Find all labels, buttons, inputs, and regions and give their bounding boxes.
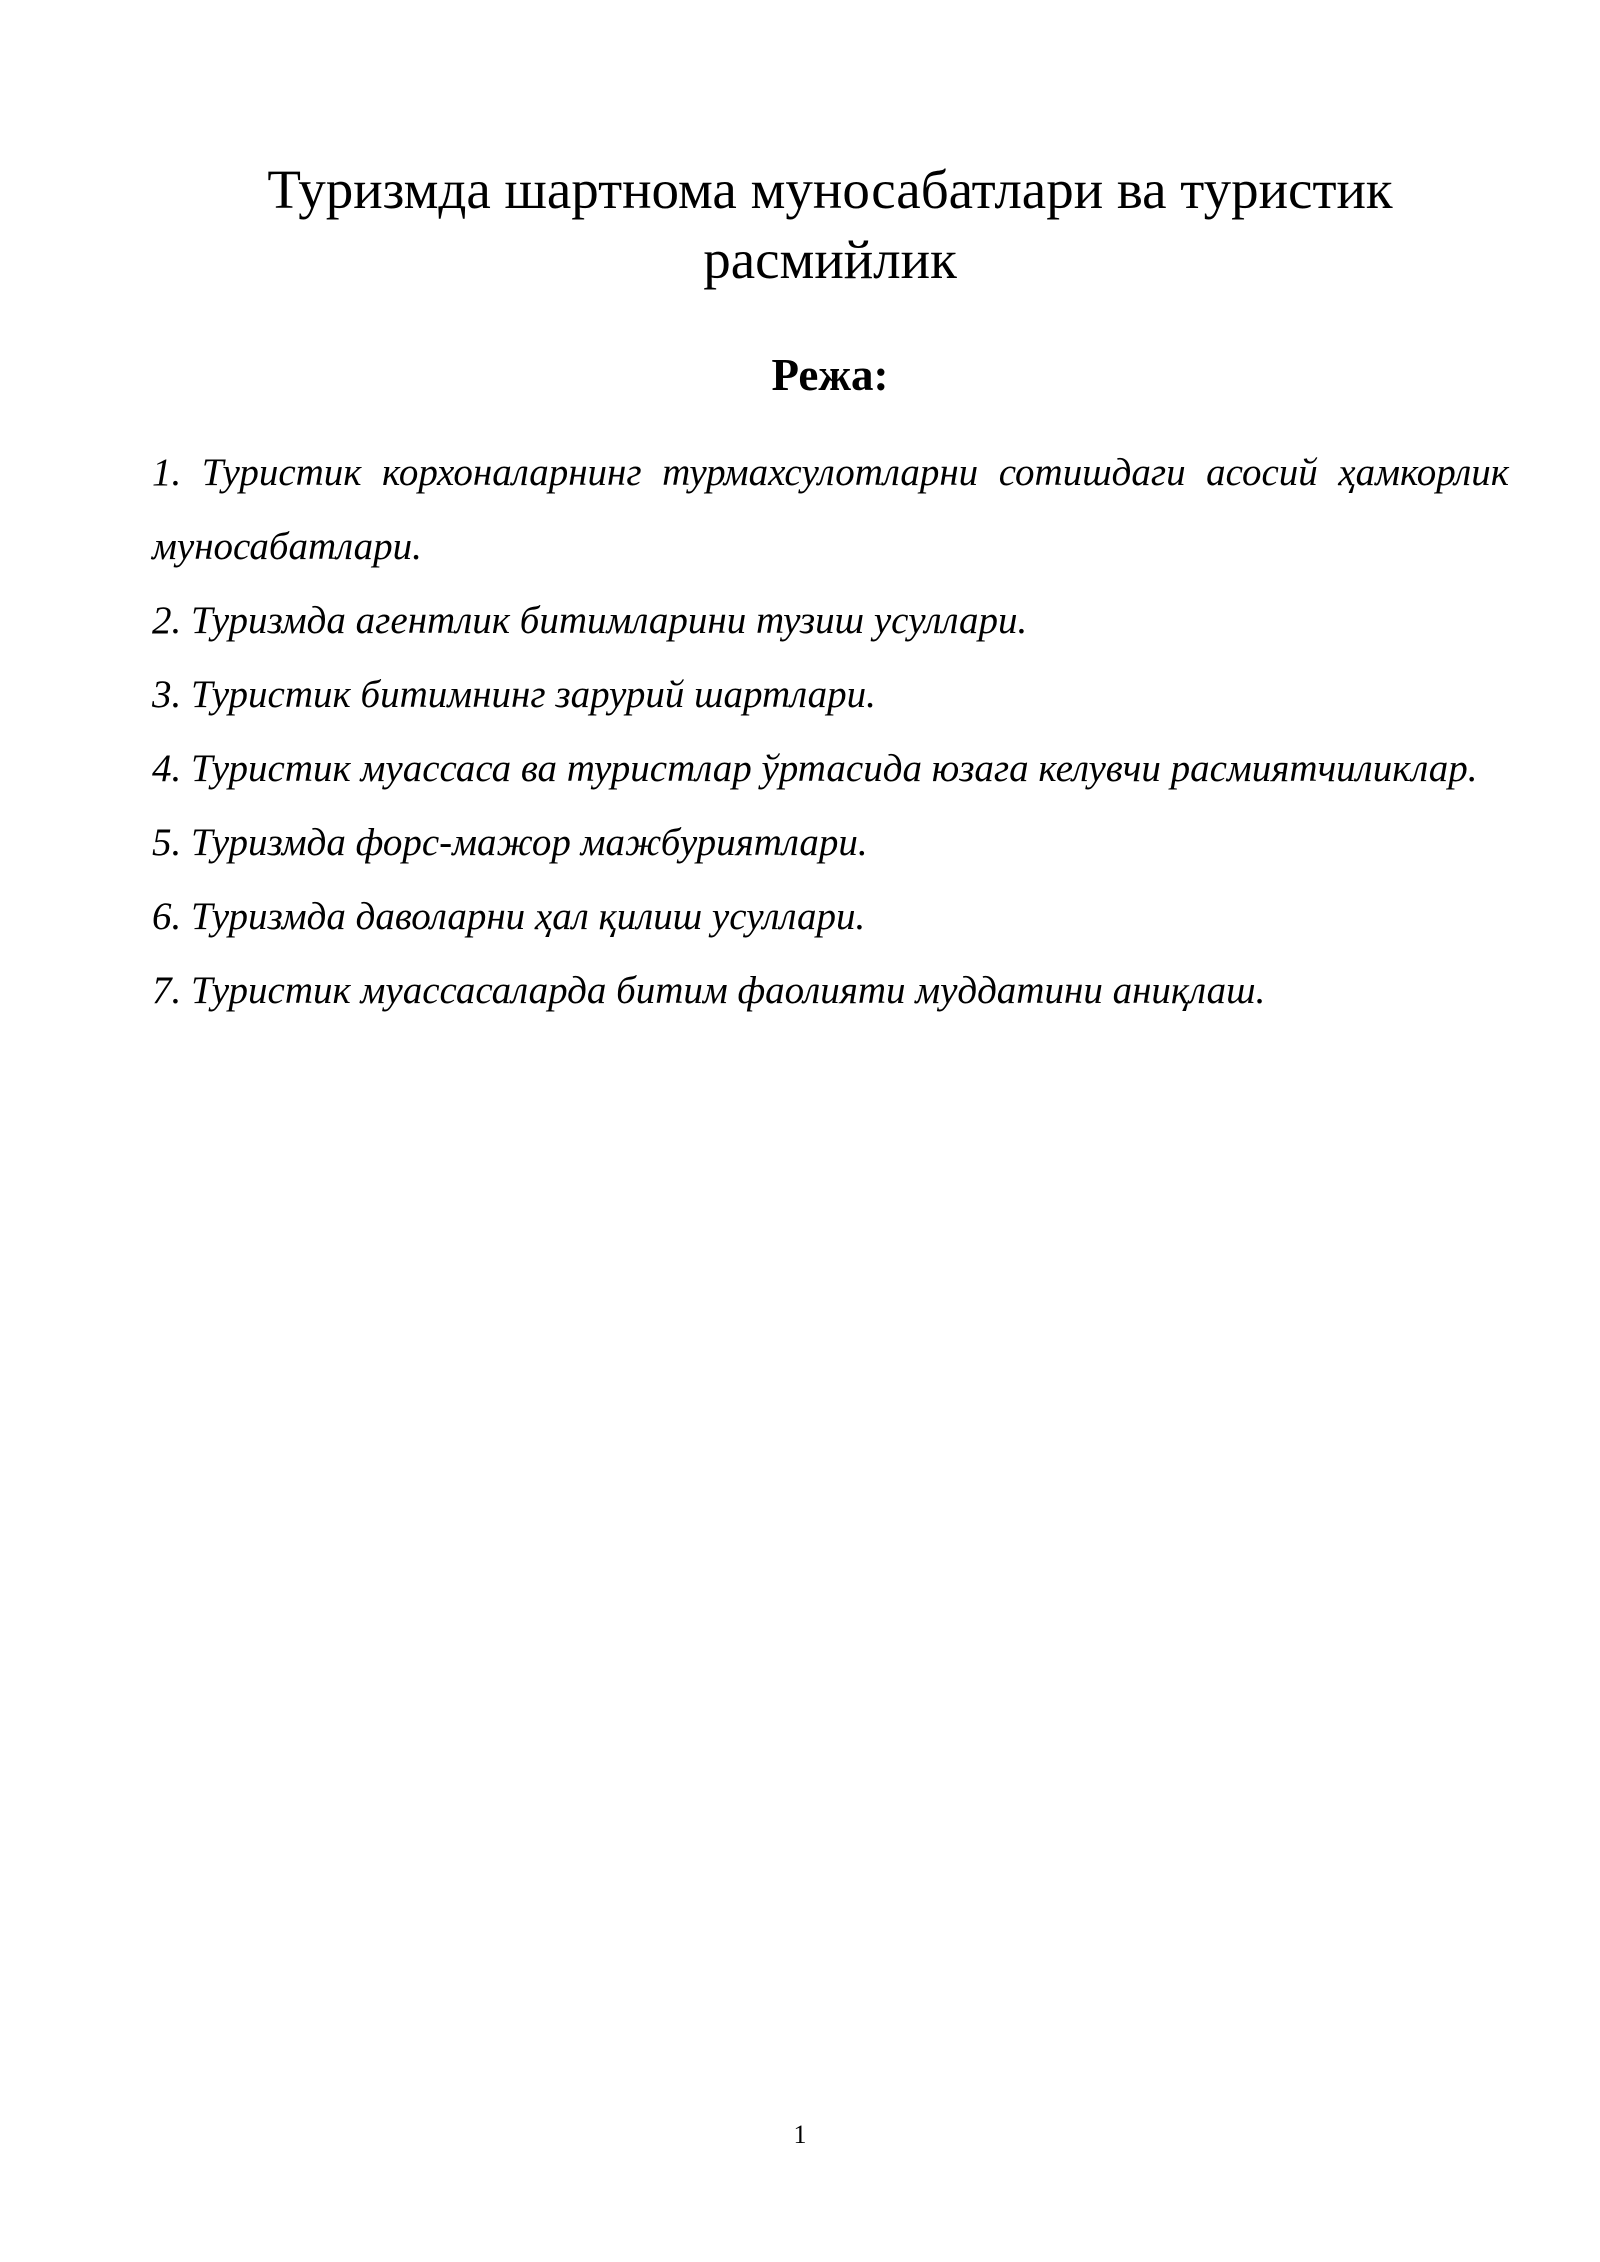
plan-item: 6. Туризмда даволарни ҳал қилиш усуллари. (152, 895, 866, 938)
plan-item: 7. Туристик муассасаларда битим фаолияти муддатини аниқлаш. (152, 969, 1266, 1012)
plan-item: 2. Туризмда агентлик битимларини тузиш усуллари. (152, 599, 1028, 642)
plan-item: 5. Туризмда форс-мажор мажбуриятлари. (152, 821, 868, 864)
plan-list (152, 436, 1509, 1028)
plan-heading: Режа: (771, 350, 889, 400)
document-title: Туризмда шартнома муносабатлари ва туристик расмийлик (267, 159, 1393, 290)
plan-item: 1. Туристик корхоналарнинг турмахсулотларни сотишдаги асосий ҳамкорлик муносабатлари. (152, 451, 1509, 568)
page-number: 1 (793, 2120, 807, 2149)
plan-item: 4. Туристик муассаса ва туристлар ўртасида юзага келувчи расмиятчиликлар. (152, 747, 1478, 790)
plan-item: 3. Туристик битимнинг зарурий шартлари. (152, 673, 876, 716)
